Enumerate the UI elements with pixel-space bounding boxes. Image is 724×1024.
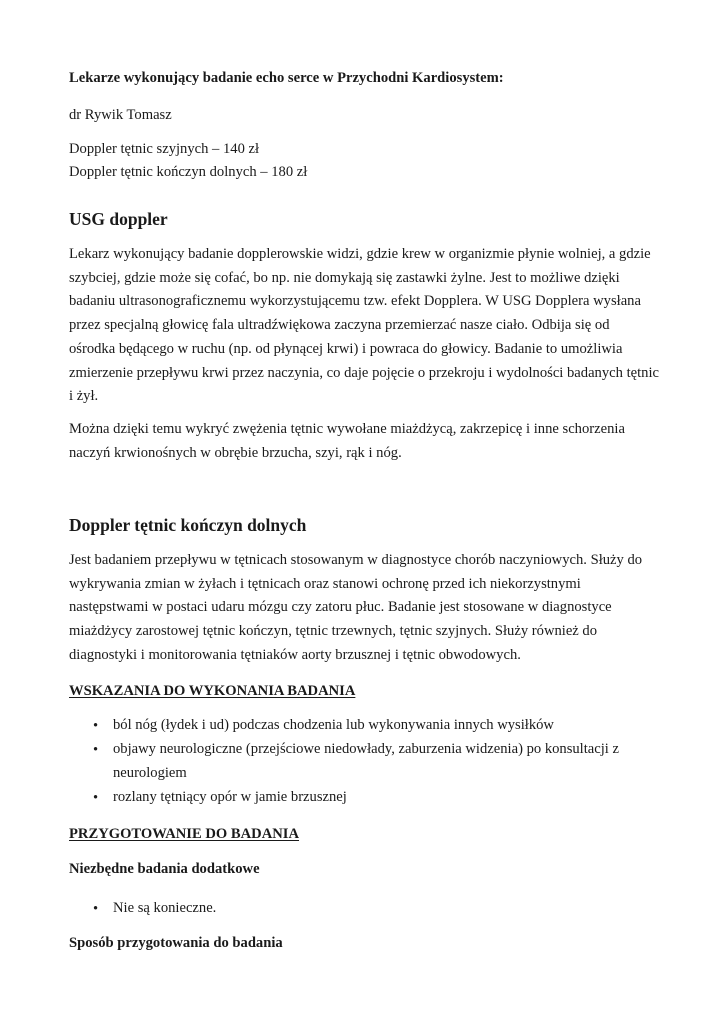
doppler-heading: Doppler tętnic kończyn dolnych <box>69 515 307 535</box>
bullet-marker: • <box>93 742 99 758</box>
bullet-marker: • <box>93 901 99 917</box>
usg-paragraph: Lekarz wykonujący badanie dopplerowskie widzi, gdzie krew w organizmie płynie wolniej, a gdzie szybciej, gdzie może się cofać, bo np. nie domykają się zastawki żylne. Jest to możliwe dzięki badaniu ultrasonograficznemu wykorzystującemu tzw. efekt Dopplera. W USG Dopplera wysłana przez specjalną głowicę fala ultradźwiękowa zaczyna przemierzać nasze ciało. Odbija się od ośrodka będącego w ruchu (np. od płynącej krwi) i powraca do głowicy. Badanie to umożliwia zmierzenie przepływu krwi przez naczynia, co daje pojęcie o przekroju i wydolności badanych tętnic i żył. <box>69 246 659 405</box>
bullet-marker: • <box>93 790 99 806</box>
list-item: rozlany tętniący opór w jamie brzusznej <box>113 789 347 805</box>
list-item: Nie są konieczne. <box>113 900 217 916</box>
indications-heading: WSKAZANIA DO WYKONANIA BADANIA <box>69 683 356 699</box>
doppler-paragraph: Jest badaniem przepływu w tętnicach stosowanym w diagnostyce chorób naczyniowych. Służy do wykrywania zmian w żyłach i tętnicach oraz stanowi ochronę przed ich niekorzystnymi następstwami w postaci udaru mózgu czy zatoru płuc. Badanie jest stosowane w diagnostyce miażdżycy zarostowej tętnic kończyn, tętnic trzewnych, tętnic szyjnych. Służy również do diagnostyki i monitorowania tętniaków aorty brzusznej i tętnic obwodowych. <box>69 552 643 663</box>
price-line: Doppler tętnic szyjnych – 140 zł <box>69 141 260 157</box>
doctors-heading: Lekarze wykonujący badanie echo serce w Przychodni Kardiosystem: <box>69 70 504 86</box>
subheading-preparation-method: Sposób przygotowania do badania <box>69 935 283 951</box>
usg-paragraph: Można dzięki temu wykryć zwężenia tętnic wywołane miażdżycą, zakrzepicę i inne schorzenia naczyń krwionośnych w obrębie brzucha, szyi, rąk i nóg. <box>69 421 625 461</box>
subheading-additional-tests: Niezbędne badania dodatkowe <box>69 861 260 877</box>
preparation-heading: PRZYGOTOWANIE DO BADANIA <box>69 826 300 842</box>
list-item: ból nóg (łydek i ud) podczas chodzenia lub wykonywania innych wysiłków <box>113 717 554 733</box>
list-item: objawy neurologiczne (przejściowe niedowłady, zaburzenia widzenia) po konsultacji z neurologiem <box>113 741 619 781</box>
usg-heading: USG doppler <box>69 209 168 229</box>
price-line: Doppler tętnic kończyn dolnych – 180 zł <box>69 164 308 180</box>
doctor-name: dr Rywik Tomasz <box>69 107 172 123</box>
bullet-marker: • <box>93 718 99 734</box>
